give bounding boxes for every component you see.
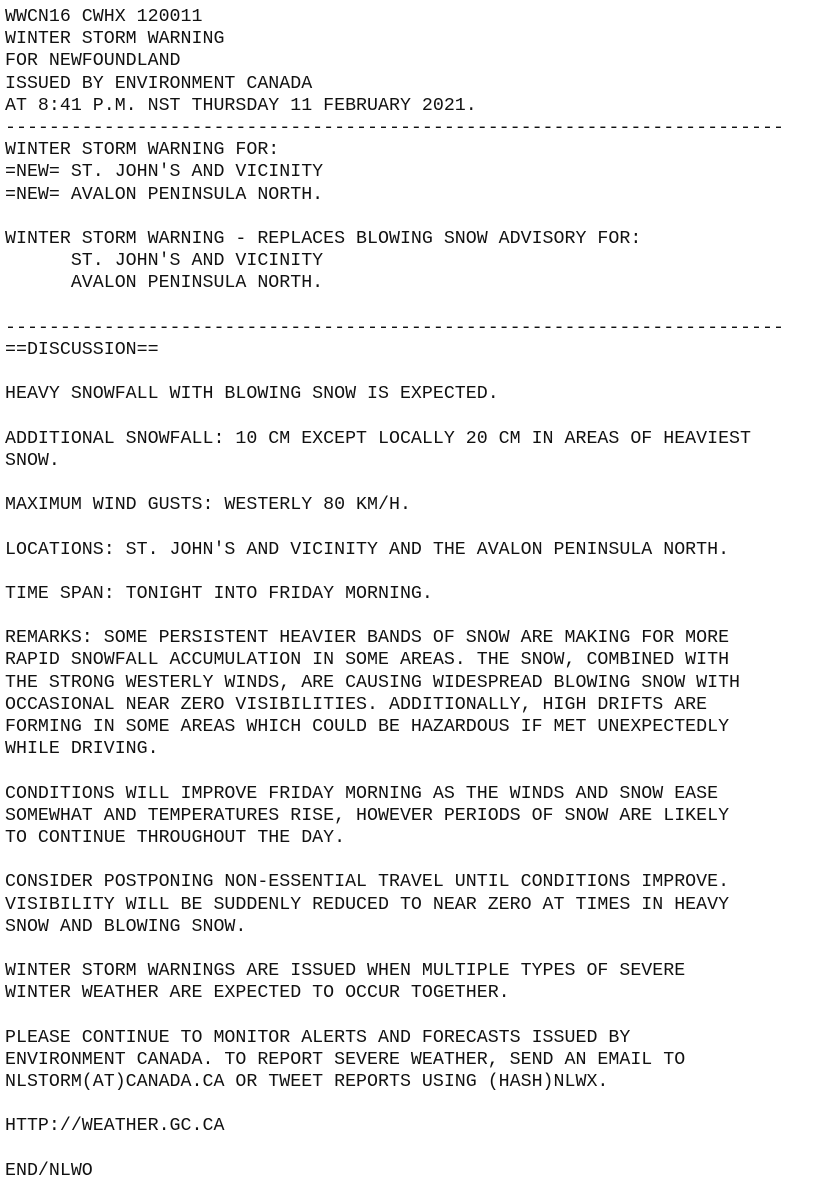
bulletin-line: WINTER WEATHER ARE EXPECTED TO OCCUR TOGETHER. xyxy=(5,983,510,1004)
weather-bulletin xyxy=(5,6,820,1182)
bulletin-line: SNOW. xyxy=(5,450,60,471)
bulletin-line: WINTER STORM WARNING FOR: xyxy=(5,140,280,161)
bulletin-line: VISIBILITY WILL BE SUDDENLY REDUCED TO NEAR ZERO AT TIMES IN HEAVY xyxy=(5,894,730,915)
blank-line xyxy=(5,405,820,427)
bulletin-line: ST. JOHN'S AND VICINITY xyxy=(5,251,324,272)
blank-line xyxy=(5,472,820,494)
warning-title: WINTER STORM WARNING xyxy=(5,29,225,50)
bulletin-line: CONSIDER POSTPONING NON-ESSENTIAL TRAVEL UNTIL CONDITIONS IMPROVE. xyxy=(5,872,730,893)
bulletin-line: TO CONTINUE THROUGHOUT THE DAY. xyxy=(5,827,346,848)
bulletin-line: WINTER STORM WARNINGS ARE ISSUED WHEN MULTIPLE TYPES OF SEVERE xyxy=(5,961,686,982)
bulletin-line: REMARKS: SOME PERSISTENT HEAVIER BANDS OF SNOW ARE MAKING FOR MORE xyxy=(5,628,730,649)
weather-url: HTTP://WEATHER.GC.CA xyxy=(5,1116,225,1137)
blank-line xyxy=(5,1004,820,1026)
bulletin-line: NLSTORM(AT)CANADA.CA OR TWEET REPORTS USING (HASH)NLWX. xyxy=(5,1072,609,1092)
bulletin-line: SNOW AND BLOWING SNOW. xyxy=(5,916,247,937)
blank-line xyxy=(5,1138,820,1160)
bulletin-line: AVALON PENINSULA NORTH. xyxy=(5,273,324,294)
separator-line: ----------------------------------------------------------------------- xyxy=(5,317,784,338)
bulletin-line: ENVIRONMENT CANADA. TO REPORT SEVERE WEATHER, SEND AN EMAIL TO xyxy=(5,1049,686,1070)
blank-line xyxy=(5,849,820,871)
bulletin-line: =NEW= AVALON PENINSULA NORTH. xyxy=(5,184,324,205)
blank-line xyxy=(5,561,820,583)
bulletin-line: CONDITIONS WILL IMPROVE FRIDAY MORNING AS THE WINDS AND SNOW EASE xyxy=(5,783,719,804)
bulletin-line: ADDITIONAL SNOWFALL: 10 CM EXCEPT LOCALLY 20 CM IN AREAS OF HEAVIEST xyxy=(5,428,751,449)
bulletin-line: FORMING IN SOME AREAS WHICH COULD BE HAZARDOUS IF MET UNEXPECTEDLY xyxy=(5,717,730,737)
bulletin-line: OCCASIONAL NEAR ZERO VISIBILITIES. ADDITIONALLY, HIGH DRIFTS ARE xyxy=(5,694,708,715)
bulletin-line: FOR NEWFOUNDLAND xyxy=(5,51,181,72)
blank-line xyxy=(5,516,820,538)
bulletin-line: PLEASE CONTINUE TO MONITOR ALERTS AND FORECASTS ISSUED BY xyxy=(5,1027,631,1048)
blank-line xyxy=(5,760,820,782)
separator-line: ----------------------------------------------------------------------- xyxy=(5,117,784,138)
blank-line xyxy=(5,206,820,228)
discussion-heading: ==DISCUSSION== xyxy=(5,339,159,360)
blank-line xyxy=(5,361,820,383)
bulletin-line: ISSUED BY ENVIRONMENT CANADA xyxy=(5,73,313,94)
bulletin-line: LOCATIONS: ST. JOHN'S AND VICINITY AND THE AVALON PENINSULA NORTH. xyxy=(5,539,730,560)
bulletin-line: SOMEWHAT AND TEMPERATURES RISE, HOWEVER PERIODS OF SNOW ARE LIKELY xyxy=(5,805,730,826)
blank-line xyxy=(5,938,820,960)
bulletin-line: AT 8:41 P.M. NST THURSDAY 11 FEBRUARY 2021. xyxy=(5,95,477,116)
end-marker: END/NLWO xyxy=(5,1160,93,1181)
bulletin-line: TIME SPAN: TONIGHT INTO FRIDAY MORNING. xyxy=(5,583,433,604)
bulletin-line: RAPID SNOWFALL ACCUMULATION IN SOME AREAS. THE SNOW, COMBINED WITH xyxy=(5,650,730,671)
bulletin-line: HEAVY SNOWFALL WITH BLOWING SNOW IS EXPECTED. xyxy=(5,384,499,405)
bulletin-header-code: WWCN16 CWHX 120011 xyxy=(5,7,203,27)
bulletin-line: MAXIMUM WIND GUSTS: WESTERLY 80 KM/H. xyxy=(5,495,411,516)
bulletin-line: WINTER STORM WARNING - REPLACES BLOWING SNOW ADVISORY FOR: xyxy=(5,228,642,249)
bulletin-line: =NEW= ST. JOHN'S AND VICINITY xyxy=(5,162,324,183)
blank-line xyxy=(5,605,820,627)
blank-line xyxy=(5,1093,820,1115)
bulletin-line: THE STRONG WESTERLY WINDS, ARE CAUSING WIDESPREAD BLOWING SNOW WITH xyxy=(5,672,741,693)
blank-line xyxy=(5,294,820,316)
bulletin-line: WHILE DRIVING. xyxy=(5,739,159,760)
